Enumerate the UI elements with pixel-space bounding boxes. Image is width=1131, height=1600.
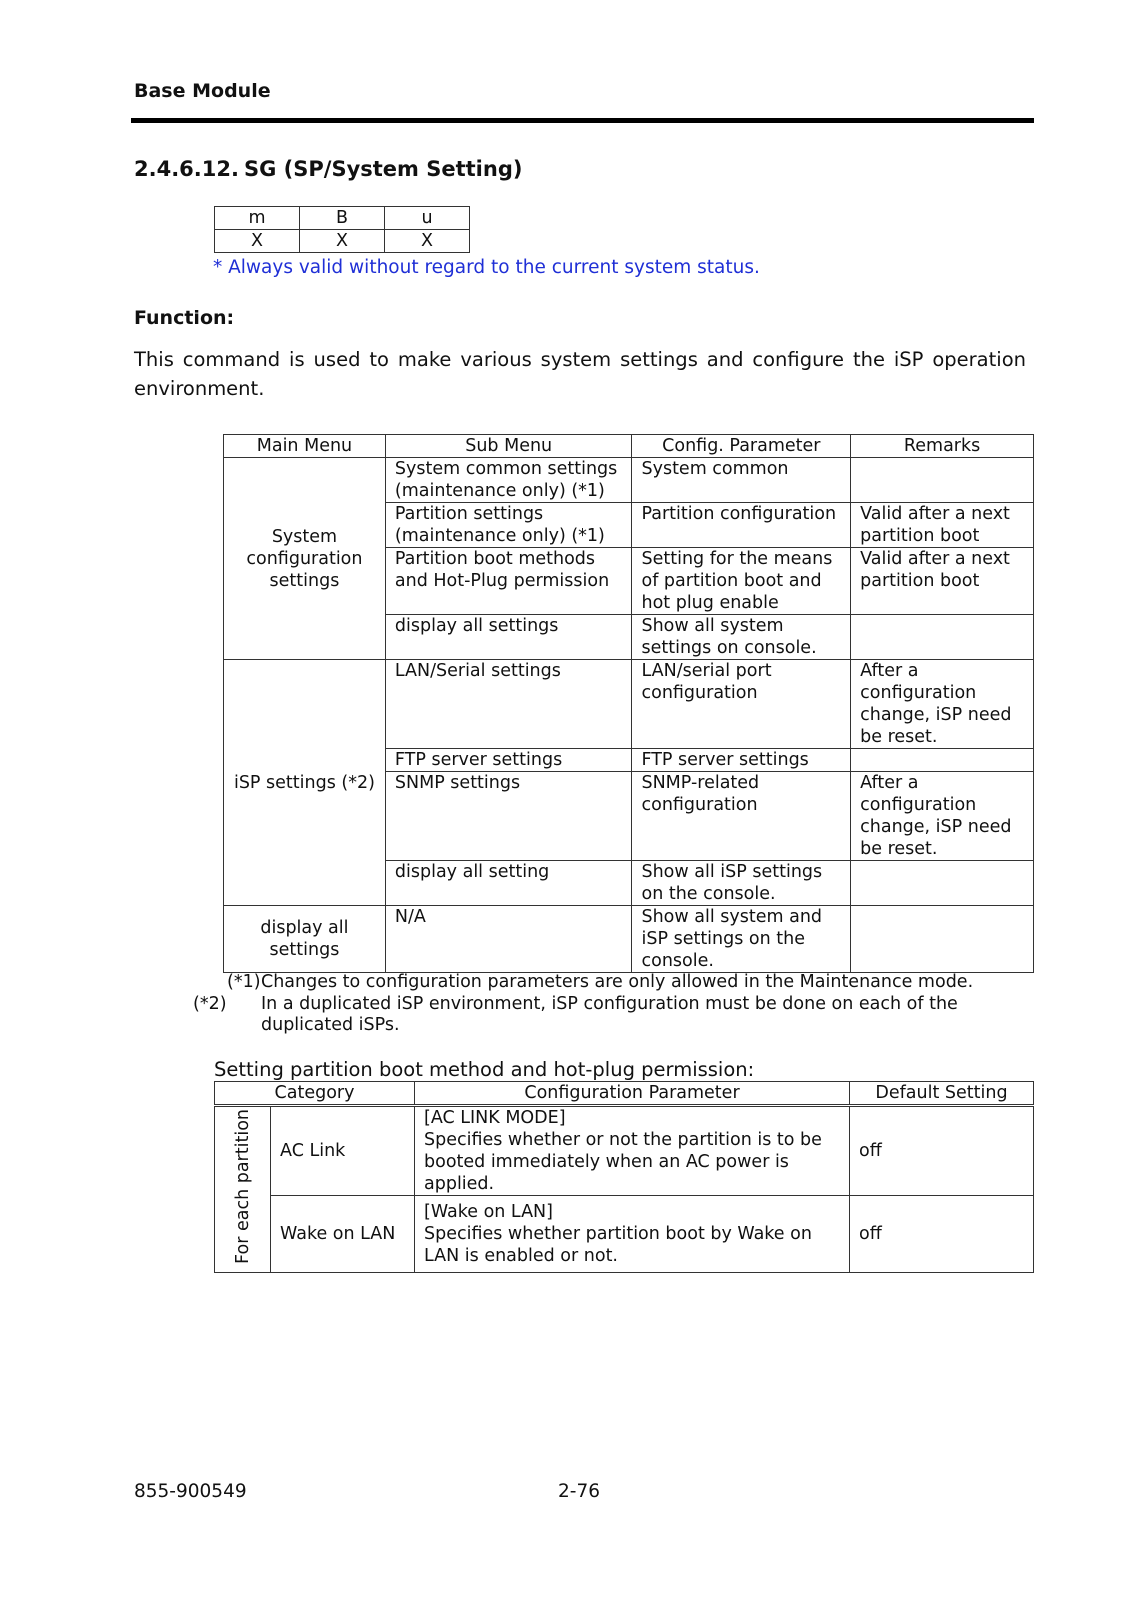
mode-header: m	[215, 207, 300, 230]
param-cell: Show all system settings on console.	[632, 615, 851, 660]
mode-value: X	[385, 230, 470, 253]
menu-table	[223, 434, 1034, 973]
param-cell: SNMP-related configuration	[632, 772, 851, 861]
footnote-key: (*1)	[227, 972, 261, 992]
param-cell	[415, 1106, 850, 1196]
param-cell	[415, 1196, 850, 1273]
footnote-2	[193, 994, 1027, 1036]
param-cell: LAN/serial port configuration	[632, 660, 851, 749]
boot-header: Default Setting	[850, 1082, 1034, 1106]
function-label: Function:	[134, 307, 235, 329]
footnote-1	[227, 972, 1027, 993]
param-cell: Setting for the means of partition boot and hot plug enable	[632, 548, 851, 615]
default-cell: off	[850, 1106, 1034, 1196]
sub-menu-cell: Partition settings (maintenance only) (*1)	[385, 503, 632, 548]
remarks-cell: Valid after a next partition boot	[851, 503, 1034, 548]
section-number: 2.4.6.12.	[134, 157, 239, 181]
param-cell: Partition configuration	[632, 503, 851, 548]
param-cell: Show all system and iSP settings on the console.	[632, 906, 851, 973]
group-label-cell	[215, 1106, 271, 1273]
category-cell: Wake on LAN	[271, 1196, 415, 1273]
menu-header: Remarks	[851, 435, 1034, 458]
footnote-key: (*2)	[193, 994, 227, 1014]
header-title: Base Module	[134, 80, 271, 102]
sub-menu-cell: display all setting	[385, 861, 632, 906]
main-menu-cell: iSP settings (*2)	[224, 660, 386, 906]
group-label: For each partition	[232, 1109, 253, 1264]
mode-header: u	[385, 207, 470, 230]
sub-menu-cell: N/A	[385, 906, 632, 973]
sub-menu-cell: Partition boot methods and Hot-Plug permission	[385, 548, 632, 615]
remarks-cell	[851, 906, 1034, 973]
mode-header: B	[300, 207, 385, 230]
category-cell: AC Link	[271, 1106, 415, 1196]
header-rule	[131, 118, 1034, 123]
sub-menu-cell: LAN/Serial settings	[385, 660, 632, 749]
mode-value: X	[300, 230, 385, 253]
boot-table-title: Setting partition boot method and hot-plug permission:	[214, 1058, 755, 1081]
validity-note: * Always valid without regard to the current system status.	[213, 257, 760, 278]
menu-header: Sub Menu	[385, 435, 632, 458]
remarks-cell: After a configuration change, iSP need be reset.	[851, 772, 1034, 861]
doc-number: 855-900549	[134, 1481, 247, 1502]
sub-menu-cell: SNMP settings	[385, 772, 632, 861]
param-cell: Show all iSP settings on the console.	[632, 861, 851, 906]
mode-table	[214, 206, 470, 253]
boot-table	[214, 1081, 1034, 1273]
main-menu-cell: System configuration settings	[224, 458, 386, 660]
param-cell: System common	[632, 458, 851, 503]
remarks-cell	[851, 615, 1034, 660]
page-number: 2-76	[558, 1481, 600, 1502]
param-title: [AC LINK MODE]	[424, 1108, 566, 1128]
default-cell: off	[850, 1196, 1034, 1273]
sub-menu-cell: System common settings (maintenance only) (*1)	[385, 458, 632, 503]
remarks-cell: Valid after a next partition boot	[851, 548, 1034, 615]
function-text: This command is used to make various system settings and configure the iSP operation environment.	[134, 348, 1026, 400]
remarks-cell	[851, 458, 1034, 503]
footnote-text: In a duplicated iSP environment, iSP configuration must be done on each of the duplicated iSPs.	[261, 994, 958, 1035]
boot-header: Category	[215, 1082, 415, 1106]
remarks-cell	[851, 749, 1034, 772]
main-menu-cell: display all settings	[224, 906, 386, 973]
param-text: Specifies whether or not the partition is to be booted immediately when an AC power is applied.	[424, 1130, 822, 1194]
param-text: Specifies whether partition boot by Wake on LAN is enabled or not.	[424, 1224, 812, 1266]
footnote-text: Changes to configuration parameters are only allowed in the Maintenance mode.	[261, 972, 974, 992]
remarks-cell	[851, 861, 1034, 906]
menu-header: Config. Parameter	[632, 435, 851, 458]
sub-menu-cell: FTP server settings	[385, 749, 632, 772]
mode-value: X	[215, 230, 300, 253]
boot-header: Configuration Parameter	[415, 1082, 850, 1106]
section-name: SG (SP/System Setting)	[244, 157, 523, 181]
param-title: [Wake on LAN]	[424, 1202, 553, 1222]
remarks-cell: After a configuration change, iSP need be reset.	[851, 660, 1034, 749]
param-cell: FTP server settings	[632, 749, 851, 772]
menu-header: Main Menu	[224, 435, 386, 458]
sub-menu-cell: display all settings	[385, 615, 632, 660]
section-title	[134, 157, 522, 181]
